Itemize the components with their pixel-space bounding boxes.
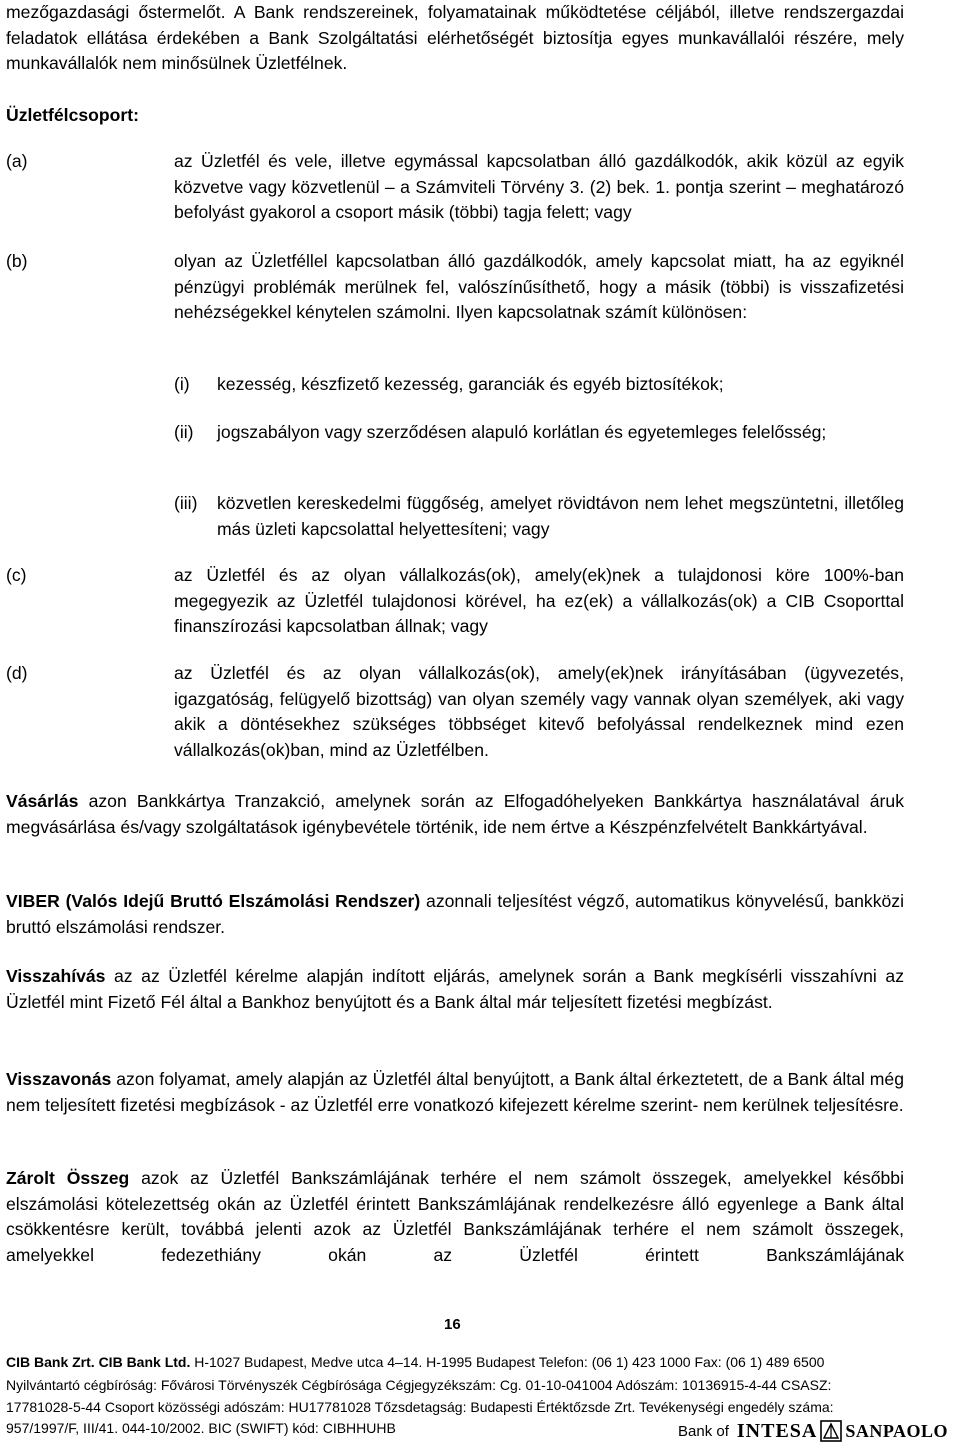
definition-text: az az Üzletfél kérelme alapján indított eljárás, amelynek során a Bank megkísérli visszahívni az Üzletfél mint Fizető Fél által a Bankhoz benyújtott és a Bank által már teljesített fizetési megbízást. bbox=[6, 966, 904, 1012]
footer-line-4: 957/1997/F, III/41. 044-10/2002. BIC (SWIFT) kód: CIBHHUHB bbox=[6, 1420, 396, 1436]
definition-term: Zárolt Összeg bbox=[6, 1168, 130, 1188]
list-text: az Üzletfél és vele, illetve egymással kapcsolatban álló gazdálkodók, akik közül az egyik közvetve vagy közvetlenül – a Számviteli Törvény 3. (2) bek. 1. pontja szerint – meghatározó befolyást gyakorol a csoport másik (többi) tagja felett; vagy bbox=[174, 151, 904, 223]
definition-term: Vásárlás bbox=[6, 791, 79, 811]
definition-term: Visszahívás bbox=[6, 966, 106, 986]
list-label: (d) bbox=[6, 663, 28, 683]
definition-term: VIBER (Valós Idejű Bruttó Elszámolási Rendszer) bbox=[6, 891, 421, 911]
intro-paragraph: mezőgazdasági őstermelőt. A Bank rendszereinek, folyamatainak működtetése céljából, illetve rendszergazdai feladatok ellátása érdekében a Bank Szolgáltatási elérhetőségét biztosítja egyes munkavállalói részére, mely munkavállalók nem minősülnek Üzletfélnek. bbox=[6, 2, 904, 74]
logo-bank-of: Bank of bbox=[678, 1422, 729, 1440]
definition-vasarlas bbox=[6, 789, 904, 840]
definition-text: azonnali teljesítést végző, automatikus könyvelésű, bankközi bruttó elszámolási rendszer. bbox=[6, 891, 904, 937]
sub-label: (ii) bbox=[174, 422, 194, 442]
definition-viber bbox=[6, 889, 904, 940]
sub-label: (i) bbox=[174, 374, 190, 394]
definition-text: azon folyamat, amely alapján az Üzletfél által benyújtott, a Bank által érkeztetett, de a Bank által még nem teljesített fizetési megbízások - az Üzletfél erre vonatkozó kifejezett kérelme szerint- nem kerülnek teljesítésre. bbox=[6, 1069, 904, 1115]
page-number: 16 bbox=[444, 1316, 461, 1333]
definition-visszahivas bbox=[6, 964, 904, 1015]
definition-text: azok az Üzletfél Bankszámlájának terhére el nem számolt összegek, amelyekkel későbbi elszámolási kötelezettség okán az Üzletfél érintett Bankszámlájának rendelkezésre álló egyenlege a Bank által csökkentésre került, továbbá jelenti azok az Üzletfél Bankszámlájának terhére el nem számolt összegek, amelyekkel fedezethiány okán az Üzletfél érintett Bankszámlájának bbox=[6, 1168, 904, 1265]
list-label: (b) bbox=[6, 251, 28, 271]
list-label: (a) bbox=[6, 151, 28, 171]
list-text: az Üzletfél és az olyan vállalkozás(ok), amely(ek)nek irányításában (ügyvezetés, igazgatóság, felügyelő bizottság) van olyan személy vagy vannak olyan személyek, aki vagy akik a döntésekhez szükséges többséget kitevő befolyással rendelkeznek mind ezen vállalkozás(ok)ban, mind az Üzletfélben. bbox=[174, 663, 904, 760]
list-text: az Üzletfél és az olyan vállalkozás(ok), amely(ek)nek a tulajdonosi köre 100%-ban megegyezik az Üzletfél tulajdonosi körével, ha ez(ek) a vállalkozás(ok) a CIB Csoporttal finanszírozási kapcsolatban állnak; vagy bbox=[174, 565, 904, 637]
definition-term: Visszavonás bbox=[6, 1069, 112, 1089]
sub-label: (iii) bbox=[174, 493, 198, 513]
sub-text: jogszabályon vagy szerződésen alapuló korlátlan és egyetemleges felelősség; bbox=[217, 422, 827, 442]
footer-line-2: Nyilvántartó cégbíróság: Fővárosi Törvényszék Cégbírósága Cégjegyzékszám: Cg. 01-10-041004 Adószám: 10136915-4-44 CSASZ: bbox=[6, 1377, 832, 1393]
intesa-sanpaolo-logo bbox=[678, 1418, 948, 1444]
logo-intesa: INTESA bbox=[736, 1419, 818, 1442]
list-label: (c) bbox=[6, 565, 27, 585]
definition-text: azon Bankkártya Tranzakció, amelynek során az Elfogadóhelyeken Bankkártya használatával áruk megvásárlása és/vagy szolgáltatások igénybevétele történik, ide nem értve a Készpénzfelvételt Bankkártyával. bbox=[6, 791, 904, 837]
footer-line-1: CIB Bank Zrt. CIB Bank Ltd. H-1027 Budapest, Medve utca 4–14. H-1995 Budapest Telefon: (06 1) 423 1000 Fax: (06 1) 489 6500 bbox=[6, 1354, 825, 1370]
list-text: olyan az Üzletféllel kapcsolatban álló gazdálkodók, amely kapcsolat miatt, ha az egyiknél pénzügyi problémák merülnek fel, valószínűsíthető, hogy a másik (többi) is visszafizetési nehézségekkel kénytelen számolni. Ilyen kapcsolatnak számít különösen: bbox=[174, 251, 904, 323]
sanpaolo-emblem-icon bbox=[819, 1419, 843, 1443]
logo-sanpaolo: SANPAOLO bbox=[845, 1420, 949, 1441]
sub-text: kezesség, készfizető kezesség, garanciák és egyéb biztosítékok; bbox=[217, 374, 724, 394]
footer-company: CIB Bank Zrt. CIB Bank Ltd. bbox=[6, 1354, 191, 1370]
sub-text: közvetlen kereskedelmi függőség, amelyet rövidtávon nem lehet megszüntetni, illetőleg más üzleti kapcsolattal helyettesíteni; vagy bbox=[217, 493, 904, 539]
section-heading: Üzletfélcsoport: bbox=[6, 105, 139, 125]
definition-zarolt-osszeg bbox=[6, 1166, 904, 1268]
definition-visszavonas bbox=[6, 1067, 904, 1118]
footer-line-3: 17781028-5-44 Csoport közösségi adószám: HU17781028 Tőzsdetagság: Budapesti Értéktőzsde Zrt. Tevékenységi engedély száma: bbox=[6, 1399, 834, 1415]
